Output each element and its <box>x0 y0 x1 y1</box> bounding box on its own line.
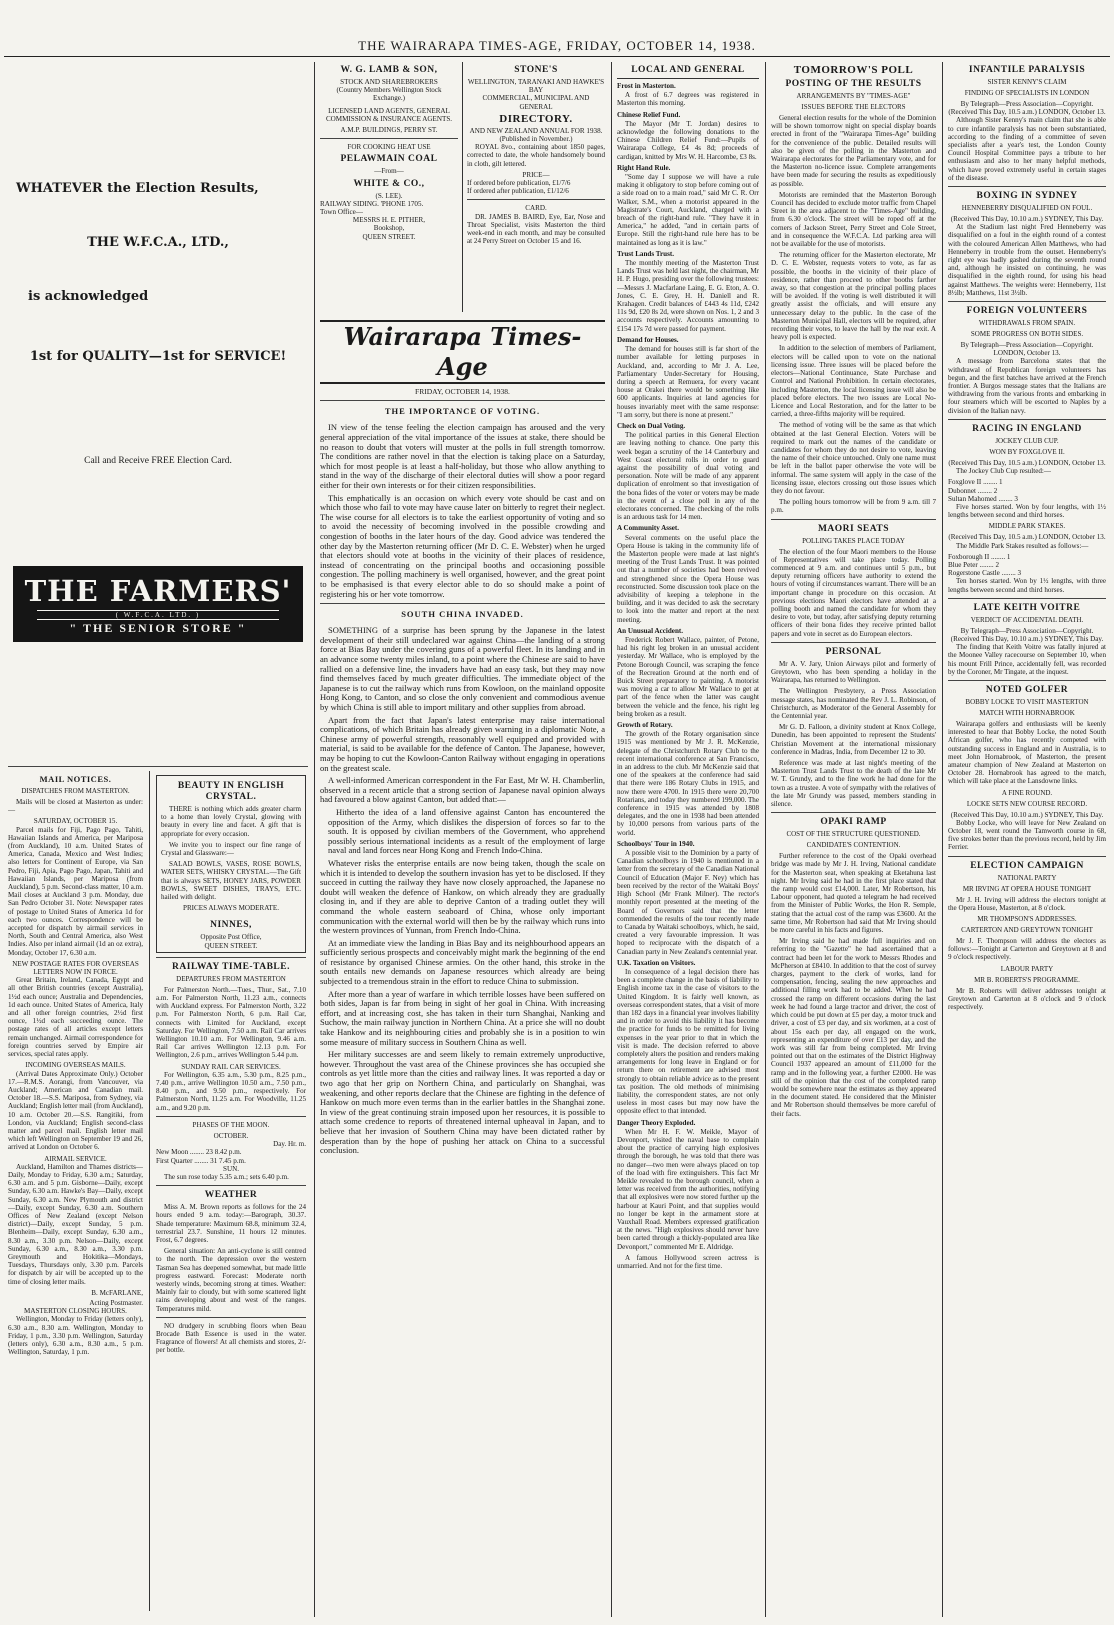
mail-date: SATURDAY, OCTOBER 15. <box>33 817 118 826</box>
coal-dealer: WHITE & CO., <box>353 178 425 189</box>
moon-row-2: First Quarter ........ 31 7.45 p.m. <box>156 1156 246 1165</box>
golf-para-1: Wairarapa golfers and enthusiasts will be keenly interested to hear that Bobby Locke, the noted South African golfer, who has recently competed with outstanding success in England and in Australia, is to meet John Hornabrook, of Masterton, the present amateur champion of New Zealand at Masterton on October 28. Hornabrook has agreed to the match, which will take place at the Lansdowne links. <box>948 719 1106 786</box>
moon-title: PHASES OF THE MOON. <box>192 1120 270 1129</box>
local-item-text: When Mr H. F. W. Meikle, Mayor of Devonport, visited the naval base to complain about the practice of carrying high explosives through the borough, he was told that there was no danger—two men were always placed on top of the load with fire extinguishers. This fact Mr Meikle revealed to the borough council, when a letter was received from the authorities, notifying that all explosives were now stored further up the harbour at Kauri Point, and that supplies would no longer be kept in the armament store at Vauxhall Road. Members expressed gratification at the news. "High explosives should never have been carted through a thickly-populated area like Devonport," commented Mr E. Aldridge. <box>617 1127 759 1251</box>
poll-para-4: In addition to the selection of members of Parliament, electors will be called upon to vote on the national licensing issue. Three issues will be placed before the electors—National Continuance, State Purchase and Control and National Prohibition. In certain electorates, including Masterton, the local licensing issue will also be placed before electors. The two issues are Local No-Licence and Local Restoration, and for the latter to be carried, a three-fifths majority will be required. <box>771 344 936 419</box>
racing-para-4: Ten horses started. Won by 1½ lengths, with three lengths between second and third horses. <box>948 577 1106 594</box>
beauty-ad <box>156 775 306 953</box>
poll-para-1: General election results for the whole of the Dominion will be shown tomorrow night on special display boards erected in front of the "Wairarapa Times-Age" building for the convenience of the public. Detailed results will also be given of the polling in the Masterton and Wairarapa electorates for the Parliamentary vote, and for the Masterton no-licence issue. Complete arrangements have been made for securing the results as expeditiously as possible. <box>771 114 936 188</box>
rail-para-2: For Wellington, 6.35 a.m., 5.30 p.m., 8.25 p.m., 7.40 p.m., arrive Wellington 10.50 a.m., 7.50 p.m., 8.40 p.m., and 9.50 p.m., respectively. For Palmerston North, 11.25 a.m. For Woodville, 11.25 a.m., and 9.20 p.m. <box>156 1070 306 1112</box>
stone-name: STONE'S <box>514 65 558 75</box>
mail-para-6: Wellington, Monday to Friday (letters only), 6.30 a.m., 8.30 a.m. Wellington, Monday to Friday, 1 p.m., 3.30 p.m. Wellington, Saturday (letters only), 6.30 a.m., 8.30 a.m., 5 p.m. Wellington, Saturday, 1 p.m. <box>8 1315 143 1357</box>
campaign-sub-5: LABOUR PARTY <box>1000 964 1054 973</box>
weather-para-2: General situation: An anti-cyclone is still centred to the north. The depression over the western Tasman Sea has deepened somewhat, but made little progress eastward. Forecast: Moderate north westerly winds, becoming strong at times. Weather: Mainly fair to cloudy, but with some scattered light rains developing about and west of the ranges. Temperatures mild. <box>156 1247 306 1313</box>
campaign-sub-1: NATIONAL PARTY <box>997 873 1057 882</box>
top-rule <box>4 56 1110 57</box>
foreign-para: A message from Barcelona states that the withdrawal of Republican foreign volunteers has begun, and the first batches have arrived at the French frontier. A Burgos message states that the Italians are withdrawing from the various fronts and embarking in four steamers which will be escorted to Naples by a division of the Italian navy. <box>948 357 1106 415</box>
mail-para-3: Great Britain, Ireland, Canada, Egypt and all other British countries (except Australia), 1½d each ounce; Australia and Dependencies, 1d each ounce. United States of America, Italy and all other foreign countries, 2½d first ounce, 1½d each succeeding ounce. The postage rates of all articles except letters remain unchanged. Airmail correspondence for foreign countries served by Empire air services, special rates apply. <box>8 976 143 1059</box>
poll-para-5: The method of voting will be the same as that which obtained at the last General Election. Voters will be required to mark out the names of the candidate or candidates for whom they do not desire to vote, leaving the name of their choice untouched. Only one name must be left in the ballot paper otherwise the vote will be informal. The same system will apply in the case of the licensing issue, electors crossing out those issues which they do not favour. <box>771 421 936 495</box>
racing-result-3: Sultan Mahomed ........ 3 <box>948 494 1018 503</box>
rail-title: RAILWAY TIME-TABLE. <box>172 961 290 972</box>
coal-town-office: Town Office— <box>320 208 363 217</box>
ninnes-address-1: Opposite Post Office, <box>200 933 262 942</box>
local-item-heading: Demand for Houses. <box>617 335 679 344</box>
column-2-3 <box>320 62 605 1617</box>
ninnes-name: NINNES, <box>210 920 252 931</box>
flag-date: FRIDAY, OCTOBER 14, 1938. <box>415 387 510 396</box>
local-item-heading: Growth of Rotary. <box>617 721 673 730</box>
golf-sub-1: BOBBY LOCKE TO VISIT MASTERTON <box>965 697 1089 706</box>
farmers-logo <box>13 566 303 642</box>
stone-line-3: COMMERCIAL, MUNICIPAL AND GENERAL <box>482 94 590 111</box>
personal-para-2: The Wellington Presbytery, a Press Association message states, has nominated the Rev J. L. Robinson, of Christchurch, as Moderator of the General Assembly for the Centennial year. <box>771 687 936 720</box>
china-title: SOUTH CHINA INVADED. <box>401 609 524 620</box>
mail-signature: B. McFARLANE, <box>91 1288 143 1297</box>
polio-sub-2: FINDING OF SPECIALISTS IN LONDON <box>964 89 1090 97</box>
local-item-text: Several comments on the useful place the Opera House is taking in the community life of the Masterton people were made at last night's meeting of the Trust Lands Trust. It was pointed out that a number of societies had been revived and strengthened since the Opera House was reconstructed. Some discussion took place on the advisibility of keeping a telephone in the building, and it was decided to ask the secretary to look into the matter and report at the next meeting. <box>617 533 759 624</box>
mail-title: MAIL NOTICES. <box>39 774 112 784</box>
poll-title-2: POSTING OF THE RESULTS <box>785 79 922 89</box>
col2-upper <box>320 62 458 241</box>
lamb-line-5: A.M.P. BUILDINGS, PERRY ST. <box>340 126 438 135</box>
lamb-line-2: STOCK AND SHAREBROKERS <box>340 78 438 86</box>
foreign-source: By Telegraph—Press Association—Copyright. LONDON, October 13. <box>960 341 1094 358</box>
maori-para: The election of the four Maori members to the House of Representatives will take place today. Polling commenced at 9 a.m. and continues until 5 p.m., but deputy returning officers have authority to extend the hours of voting if circumstances warrant. There will be an important change in procedure on this occasion. At previous elections Maori electors have attended at a polling booth and named the candidate for whom they desire to vote, but today, after satisfying deputy returning officers of their bona fides they receive printed ballot papers and vote in secret as do European electors. <box>771 547 936 638</box>
rail-para-1: For Palmerston North.—Tues., Thur., Sat., 7.10 a.m. For Palmerston North, 11.23 a.m., connects with Auckland express. For Palmerston North, 3.22 p.m. For Palmerston North, 6 p.m. Rail Car, connects with Limited for Auckland, except Saturday. For Wellington, 7.50 a.m. Rail Car arrives Wellington 10.10 a.m. For Wellington, 9.46 a.m. Rail Car arrives Wellington 12.13 p.m. For Wellington, 2.6 p.m., arrives Wellington 5.44 p.m. <box>156 985 306 1060</box>
mail-head-4: AIRMAIL SERVICE. <box>44 1154 107 1163</box>
newspaper-flag: Wairarapa Times-Age <box>320 320 605 384</box>
golf-sub-2: MATCH WITH HORNABROOK <box>979 708 1075 717</box>
china-para-4: Hitherto the idea of a land offensive against Canton has encountered the opposition of the Army, which dislikes the dispersion of forces so far to the south. It is opposed by civilian members of the Government, who apprehend possibly serious international incidents as a result of the employment of large naval and land forces near Hong Kong and French Indo-China. <box>328 806 605 856</box>
coal-line-5: (S. LEE). <box>375 191 403 200</box>
local-item-text: The Mayor (Mr T. Jordan) desires to acknowledge the following donations to the Chinese Children Relief Fund:—Pupils of Wairarapa College, £4 4s 8d; proceeds of cardigan, knitted by Mrs W. H. Harcombe, £3 8s. <box>617 119 759 161</box>
col3-upper <box>467 62 605 248</box>
local-item-heading: Chinese Relief Fund. <box>617 110 681 119</box>
racing-sub-2: WON BY FOXGLOVE II. <box>989 447 1065 456</box>
lamb-line-4: LICENSED LAND AGENTS, GENERAL COMMISSION & INSURANCE AGENTS. <box>325 106 453 123</box>
polio-sub-1: SISTER KENNY'S CLAIM <box>987 78 1067 86</box>
boxing-sub: HENNEBERRY DISQUALIFIED ON FOUL. <box>961 204 1093 213</box>
local-item-text: The growth of the Rotary organisation since 1915 was mentioned by Mr J. R. McKenzie, delegate of the Christchurch Rotary Club to the recent international conference at San Francisco, in an address to the club. Mr McKenzie said that one of the speakers at the conference had said that there were 186 Rotary Clubs in 1915, and now there were 4700. In 1915 there were 20,700 Rotarians, and today they numbered 199,000. The conference in 1915 was attended by 1808 delegates, and the one in 1938 had been attended by 10,000 persons from various parts of the world. <box>617 730 759 837</box>
keith-source: By Telegraph—Press Association—Copyright. (Received This Day, 10.10 a.m.) SYDNEY, This Day. <box>950 626 1104 643</box>
ad-line-1: WHATEVER the Election Results, <box>16 181 259 196</box>
keith-title: LATE KEITH VOITRE <box>973 602 1081 613</box>
stone-directory: DIRECTORY. <box>499 112 573 125</box>
racing-result-6: Rogerstone Castle ........ 3 <box>948 569 1022 578</box>
weather-para-1: Miss A. M. Brown reports as follows for the 24 hours ended 9 a.m. today:—Barograph, 30.37. Shade temperature: Maximum 68.8, minimum 32.4, terrestrial 23.7. Sunshine, 11 hours 12 minutes. Frost, 6.7 degrees. <box>156 1203 306 1244</box>
mail-para-5: Auckland, Hamilton and Thames districts—Daily, Monday to Friday, 6.30 a.m.; Saturday, 6.30 a.m. and 5 p.m. Gisborne—Daily, except Sunday, 6.30 a.m. Hawke's Bay—Daily, except Sunday, 6.30 a.m. New Plymouth and district—Daily, except Sunday, 6.30 a.m. Southern Offices of New Zealand (except Nelson district)—Daily, except Sunday, 5 p.m. Blenheim—Daily, except Sunday, 6.30 a.m., 8.30 a.m., 3.30 p.m. Nelson—Daily, except Sunday, 6.30 a.m., 8.30 a.m., 3.30 p.m. Greymouth and Hokitika—Mondays, Tuesdays, Thursdays only, 3.30 p.m. Parcels for dispatch by air will be accepted up to the time of closing letter mails. <box>8 1162 143 1286</box>
column-4 <box>617 62 759 1617</box>
polio-source: By Telegraph—Press Association—Copyright. (Received This Day, 10.5 a.m.) LONDON, October 13. <box>948 100 1106 117</box>
keith-para: The finding that Keith Voitre was fatally injured at the Moonee Valley racecourse on September 10, when his mount Frill Prince, accidentally fell, was recorded by the Coroner, Mr Tingate, at the inquest. <box>948 643 1106 676</box>
local-item-text: The monthly meeting of the Masterton Trust Lands Trust was held last night, the chairman, Mr H. P. Hugo, presiding over the following trustees:—Messrs J. Macfarlane Laing, E. G. Eton, A. O. Jones, C. E. Grey, H. H. Daniell and R. Krahagen. Credit balances of £443 4s 11d, £242 11s 9d, £20 8s 2d, were shown on Nos. 1, 2 and 3 accounts respectively. Accounts amounting to £154 17s 7d were passed for payment. <box>617 259 759 333</box>
ninnes-address-2: QUEEN STREET. <box>204 941 258 950</box>
racing-result-4: Foxborough II ........ 1 <box>948 552 1011 561</box>
opaki-sub-2: CANDIDATE'S CONTENTION. <box>806 841 901 850</box>
logo-name: THE FARMERS' <box>24 574 292 609</box>
stone-price: PRICE— <box>522 170 550 179</box>
voting-para-2: This emphatically is an occasion on which every vote should be cast and on which those who fail to vote may have cause later on bitterly to regret their neglect. The wise course for all electors is to take the earliest opportunity of voting and so to avoid the necessity of becoming involved in the possible crowding and congestion of booths in the later hours of the day. Good advice was tendered the other day by the Masterton returning officer (Mr D. C. E. Webster) when he urged that electors should vote at booths in the vicinity of their places of residence, instead of concentrating on the principal booths and occasioning possible congestion. The polling machinery is well organised, however, and the great point to be emphasised is that every elector able to do so should make a point of registering his or her vote tomorrow. <box>320 492 605 599</box>
racing-para-1: The Jockey Club Cup resulted:— <box>956 467 1051 476</box>
boxing-para: At the Stadium last night Fred Henneberry was disqualified on a foul in the eighth round of a contest with the coloured American Allen Matthews, who had Henneberry in trouble from the outset. Henneberry's right eye was badly gashed during the seventh round and, although he insisted on continuing, he was disqualified in the eighth round, for using his head against Matthews. The weights were: Henneberry, 11st 8½lb; Matthews, 11st 3½lb. <box>948 223 1106 297</box>
ad-line-3: is acknowledged <box>28 289 149 305</box>
golf-sub-4: LOCKE SETS NEW COURSE RECORD. <box>966 799 1088 808</box>
local-item-heading: Frost in Masterton. <box>617 82 676 90</box>
boxing-title: BOXING IN SYDNEY <box>976 191 1078 202</box>
running-head: THE WAIRARAPA TIMES-AGE, FRIDAY, OCTOBER 14, 1938. <box>358 38 756 53</box>
beauty-para-2: We invite you to inspect our fine range of Crystal and Glassware:— <box>161 840 301 858</box>
china-para-3: A well-informed American correspondent in the Far East, Mr W. H. Chamberlin, observed in a recent article that a strong section of Japanese naval opinion always had favoured a blow against Canton, but added that:— <box>320 775 605 805</box>
coal-line-3: —From— <box>374 167 404 176</box>
card-para: DR. JAMES B. BAIRD, Eye, Ear, Nose and Throat Specialist, visits Masterton the third week-end in each month, and may be consulted at 24 Perry Street on October 15 and 16. <box>467 212 605 246</box>
mail-para-1: Mails will be closed at Masterton as under:— <box>8 798 143 815</box>
china-para-2: Apart from the fact that Japan's latest enterprise may raise international complications, of which Britain has already given warning in a diplomatic Note, a Chinese army of powerful strength, reasonably well equipped and provided with material, is said to be available for the defence of Canton. The Japanese, however, may be hoping to cut the Kowloon-Canton Railway without engaging in operations on the greatest scale. <box>320 714 605 773</box>
rail-sub: DEPARTURES FROM MASTERTON <box>176 974 286 983</box>
local-item-heading: Schoolboys' Tour in 1940. <box>617 839 695 848</box>
local-item-text: A possible visit to the Dominion by a party of Canadian schoolboys in 1940 is mentioned in a letter from the secretary of the Canadian National Council of Education (Major F. Ney) which has been received by the rector of the Waitaki Boys' High School (Mr Frank Milner). The rector's monthly report presented at the meeting of the Board of Governors said that the letter commended the results of the tour recently made to Canada by Waitaki schoolboys, which, he said, created a very favourable impression. It was hoped to reciprocate with the dispatch of a Canadian party in New Zealand's centennial year. <box>617 849 759 956</box>
foreign-sub-1: WITHDRAWALS FROM SPAIN. <box>978 319 1076 328</box>
china-para-7: After more than a year of warfare in which terrible losses have been suffered on both sides, Japan is far from being in sight of her goal in China. With increasing effort, and at increasing cost, she has taken in their turn Shanghai, Nanking and Suchow, the main railway junction in Northern China. At a price she will no doubt take Hankow and its neighbouring cities and probably she is in a position to win some measure of military success in Southern China as well. <box>320 988 605 1047</box>
campaign-para-3: Mr B. Roberts will deliver addresses tonight at Greytown and Carterton at 8 o'clock and 9 o'clock respectively. <box>948 986 1106 1012</box>
golf-para-2: Bobby Locke, who will leave for New Zealand on October 18, went round the Tamworth course in 68, five strokes better than the previous record, held by Jim Ferrier. <box>948 818 1106 852</box>
china-para-1: SOMETHING of a surprise has been sprung by the Japanese in the latest development of their still undeclared war against China—the landing of a strong force at Bias Bay under the covering guns of a powerful fleet. In its landing and in an advance some twenty miles inland, to a point where the Chinese are said to have rallied on a defensive line, the invaders have had an easy task, but they may now find themselves faced by much greater difficulties. The immediate object of the Japanese is to cut the railway which runs from Kowloon, on the mainland opposite Hong Kong, to Canton, and so close the only convenient and commodious avenue by which China is still able to import military and other supplies from abroad. <box>320 625 605 713</box>
campaign-para-2: Mr J. F. Thompson will address the electors as follows:—Tonight at Carterton and Greytown at 8 and 9 o'clock respectively. <box>948 937 1106 962</box>
weather-title: WEATHER <box>204 1190 258 1201</box>
voting-para-1: IN view of the tense feeling the election campaign has aroused and the very general appreciation of the vital importance of the issues at stake, there should be no reason to doubt that voters will muster at the polls in full strength tomorrow. The conditions are rather novel in that the election is taking place on a Saturday, which for most people is at least a half-holiday, but those who allow anything to stand in the way of the discharge of their electoral duties will show a poor regard either for their own interests or for their citizen responsibilities. <box>320 422 605 490</box>
voting-title: THE IMPORTANCE OF VOTING. <box>384 406 541 417</box>
coal-name: PELAWMAIN COAL <box>340 154 438 165</box>
ad-line-4: 1st for QUALITY—1st for SERVICE! <box>29 348 287 364</box>
stone-line-5: AND NEW ZEALAND ANNUAL FOR 1938. <box>469 126 603 135</box>
racing-title: RACING IN ENGLAND <box>972 423 1082 434</box>
coal-pither: MESSRS H. E. PITHER, <box>352 216 426 225</box>
coal-street: QUEEN STREET. <box>362 232 416 241</box>
col2-lower <box>156 771 306 1358</box>
card-heading: CARD. <box>525 204 547 213</box>
mail-notices <box>8 771 143 1359</box>
stone-line-2: WELLINGTON, TARANAKI AND HAWKE'S BAY <box>467 78 605 95</box>
opaki-para-1: Further reference to the cost of the Opaki overhead bridge was made by Mr J. H. Irving, National candidate for the Masterton seat, when speaking at Eketahuna last night. Mr Irving said he had in the first place stated that the ramp would cost £14,000. Later, Mr Robertson, his Labour opponent, had quoted a telegram he had received from the Minister of Public Works, the Hon R. Semple, stating that the actual cost of the ramp was £3600. At the same time, Mr Robertson had said that Mr Irving should be more careful in his facts and figures. <box>771 852 936 935</box>
poll-para-3: The returning officer for the Masterton electorate, Mr D. C. E. Webster, requests voters to vote, as far as possible, the booths in the vicinity of their place of residence, rather than proceed to other booths farther away, so that congestion at the principal polling places will be avoided. If the voting is well distributed it will greatly assist the officials, and will ensure any unnecessary delay to the public. In the case of the Masterton Municipal Hall, electors will be required, after recording their votes, to leave the hall by the rear exit. A heavy poll is expected. <box>771 251 936 342</box>
mail-head-3: INCOMING OVERSEAS MAILS. <box>25 1061 126 1070</box>
polio-title: INFANTILE PARALYSIS <box>968 65 1086 75</box>
local-item-heading: Right Hand Rule. <box>617 163 671 172</box>
golf-source: (Received This Day, 10.10 a.m.) SYDNEY, This Day. <box>950 810 1104 819</box>
opaki-sub-1: COST OF THE STRUCTURE QUESTIONED. <box>786 830 921 839</box>
racing-source: (Received This Day, 10.5 a.m.) LONDON, October 13. <box>948 458 1106 467</box>
racing-result-2: Dubonnet ........ 2 <box>948 486 998 495</box>
coal-bookshop: Bookshop, <box>373 224 405 233</box>
beauty-prices: PRICES ALWAYS MODERATE. <box>183 904 279 913</box>
column-1 <box>8 62 308 1617</box>
racing-sub-3: MIDDLE PARK STAKES. <box>988 522 1066 531</box>
local-item-heading: Trust Lands Trust. <box>617 249 674 258</box>
ad-line-2: THE W.F.C.A., LTD., <box>87 235 229 251</box>
stone-para: ROYAL 8vo., containing about 1850 pages, corrected to date, the whole handsomely bound in cloth, gilt lettered. <box>467 143 605 168</box>
local-item-heading: Check on Dual Voting. <box>617 421 686 430</box>
lamb-name: W. G. LAMB & SON, <box>340 65 438 75</box>
mail-head-5: MASTERTON CLOSING HOURS. <box>24 1307 127 1316</box>
moon-month: OCTOBER. <box>213 1131 249 1140</box>
personal-para-3: Mr G. D. Falloon, a divinity student at Knox College, Dunedin, has been appointed to represent the Students' Christian Movement at the international missionary conference in Madras, India, from December 12 to 30. <box>771 723 936 756</box>
local-item-text: In consequence of a legal decision there has been a complete change in the basis of liability to English income tax in the case of visitors to the United Kingdom. It is fairly well known, as overseas correspondent states, that a visit of more than 182 days in a financial year involves liability and in order to avoid this liability it has become the practice for funds to be remitted for living expenses in the year prior to that in which the visit is made. The decision referred to above completely alters the position and renders making arrangements for long leave in England or for return there on retirement are advised most strongly to obtain reliable advice as to the present tax position. The old methods of minimising liability, the correspondent states, are not only useless in most cases but may now have the opposite effect to that intended. <box>617 967 759 1116</box>
local-item-text: A famous Hollywood screen actress is unmarried. And not for the first time. <box>617 1253 759 1271</box>
wfca-advertisement <box>8 62 308 762</box>
poll-para-6: The polling hours tomorrow will be from 9 a.m. till 7 p.m. <box>771 498 936 515</box>
foreign-title: FOREIGN VOLUNTEERS <box>966 306 1088 317</box>
campaign-sub-3: MR THOMPSON'S ADDRESSES. <box>977 915 1077 923</box>
racing-result-1: Foxglove II ........ 1 <box>948 478 1003 487</box>
rail-head-2: SUNDAY RAIL CAR SERVICES. <box>181 1062 281 1071</box>
opaki-title: OPAKI RAMP <box>820 817 887 828</box>
coal-line-1: FOR COOKING HEAT USE <box>347 143 431 152</box>
ad-line-5: Call and Receive FREE Election Card. <box>84 455 232 466</box>
column-6 <box>948 62 1106 1617</box>
racing-sub-1: JOCKEY CLUB CUP. <box>995 436 1059 445</box>
golf-sub-3: A FINE ROUND. <box>1001 788 1053 797</box>
logo-slogan: " THE SENIOR STORE " <box>69 621 247 636</box>
polio-para: Although Sister Kenny's main claim that she is able to cure infantile paralysis has not been substantiated, according to the finding of a committee of seven specialists after a year's test, the London County Council Hospital Committee pays a tribute to her enthusiasm and also to her many helpful methods, which have proved extremely useful in certain stages of the disease. <box>948 116 1106 182</box>
poll-title: TOMORROW'S POLL <box>793 64 914 76</box>
china-para-8: Her military successes are and seem likely to remain extremely unproductive, however. Throughout the vast area of the Chinese provinces she has occupied she controls as yet little more than the cities and railway lines. It was reported a day or two ago that her grip on Northern China, and particularly on Shanghai, was weakening, and other reports declare that the Chinese are fighting in the defence of Hankow on much more even terms than in the earlier battles in the Shanghai zone. In view of the great continuing strain imposed upon her resources, it is possible to attach some credence to reports of threatened internal upheaval in Japan, and to believe that her invasion of Southern China may have been dictated rather by desperation than by the hope of pushing her attack on China to a successful conclusion. <box>320 1049 605 1156</box>
local-item-text: A frost of 6.7 degrees was registered in Masterton this morning. <box>617 91 759 108</box>
mail-para-4: (Arrival Dates Approximate Only.) October 17.—R.M.S. Aorangi, from Vancouver, via Auckland; American and Canadian mail. October 18.—S.S. Mariposa, from Sydney, via Auckland; English letter mail (from Auckland), 10 a.m. October 20.—S.S. Rangitiki, from London, via Auckland; English second-class matter and parcel mail. English letter mail which left Wellington on September 19 and 26, arrived at London on October 6. <box>8 1069 143 1152</box>
campaign-sub-2: MR IRVING AT OPERA HOUSE TONIGHT <box>962 884 1092 893</box>
stone-line-6: (Published in November.) <box>499 135 573 144</box>
foreign-sub-2: SOME PROGRESS ON BOTH SIDES. <box>970 330 1084 339</box>
boxing-source: (Received This Day, 10.10 a.m.) SYDNEY, This Day. <box>950 215 1104 224</box>
mail-para-2: Parcel mails for Fiji, Pago Pago, Tahiti, Hawaiian Islands and America, per Mariposa (from Auckland), 10 a.m. United States of America, Canada, Mexico and West Indies; also letters for Continent of Europe, via San Pedro, Fiji, Apia, Pago Pago, Japan, Tahiti and Hawaiian Islands, per Mariposa (from Auckland), 5 p.m. Second-class matter, 10 a.m. Mail closes at Auckland 3 p.m. Monday, due San Pedro October 31. Note: Newspaper rates of postage to United States of America 1d for each two ounces. Correspondence will be accepted for dispatch by airmail services in North, South and Central America, also West Indies. Also per inland airmail (1d an oz extra), Monday, October 17, 6.30 a.m. <box>8 825 143 957</box>
china-article <box>320 626 605 1155</box>
local-general-title: LOCAL AND GENERAL <box>617 65 759 79</box>
moon-row-1: New Moon ........ 23 8.42 p.m. <box>156 1148 242 1157</box>
mail-sub: DISPATCHES FROM MASTERTON. <box>21 787 130 795</box>
local-item-text: The political parties in this General Election are leaving nothing to chance. One party this week began a scrutiny of the 14 Canterbury and West Coast electoral rolls in order to guard against the possibility of dual voting and personation. Note will be made of any apparent duplication of enrolment so that investigation of the bona fides of the voter or voters may be made in the event of a close poll in any of the electorates concerned. The checking of the rolls is an arduous task for 14 men. <box>617 431 759 522</box>
racing-para-2: Five horses started. Won by four lengths, with 1½ lengths between second and third horses. <box>948 502 1106 520</box>
local-general-items <box>617 82 759 1270</box>
golf-title: NOTED GOLFER <box>985 684 1069 695</box>
china-para-5: Whatever risks the enterprise entails are now being taken, though the scale on which it is intended to develop the southern invasion has yet to be disclosed. If they succeed in cutting the railway they have now closely approached, the Japanese no doubt will weaken the defence of Hankow, on which already they are gradually closing in, and if they are able to deprive Canton of a trading outlet they will command the whole eastern seaboard of China, whose only important communication with the external world will then be by the railway which runs into the western provinces of Yunnan, from French Indo-China. <box>320 857 605 936</box>
sun-heading: SUN. <box>223 1164 239 1173</box>
stone-price-before: If ordered before publication, £1/7/6 <box>467 179 571 188</box>
local-item-heading: Danger Theory Exploded. <box>617 1118 696 1127</box>
opaki-para-2: Mr Irving said he had made full inquiries and on referring to the "Gazette" he had ascertained that a contract had been let for the work to Messrs Rhodes and McPherson at £8410. In addition to that the cost of survey charges, payment to the clerk of works, land for compensation, fencing, sealing the new approaches and additional filling work had to be added. When he had crossed the ramp on different occasions during the last week he had found a large tractor and driver, the cost of which could be put down at £5 per day, a motor truck and driver, a cost of £3 per day, and six workmen, at a cost of about 15s each per day, all engaged on the work, representing an expenditure of over £13 per day, and the work was still far from being completed. Mr Irving pointed out that on the estimates of the District Highway Council 1937 appeared an amount of £11,000 for the ramp and in the following year, a further £2000. He was still of the opinion that the cost of the completed ramp would be somewhere near the estimates as they appeared in the document stated. He considered that the Minister and Mr Robertson should themselves be more careful of their facts. <box>771 937 936 1118</box>
maori-title: MAORI SEATS <box>817 523 890 534</box>
maori-sub: POLLING TAKES PLACE TODAY <box>802 536 905 545</box>
stone-price-after: If ordered after publication, £1/12/6 <box>467 187 569 196</box>
lamb-line-3: (Country Members Wellington Stock Exchange.) <box>336 86 442 103</box>
sun-para: The sun rose today 5.35 a.m.; sets 6.40 p.m. <box>164 1172 289 1181</box>
racing-result-5: Blue Peter ........ 2 <box>948 560 1000 569</box>
local-item-text: Frederick Robert Wallace, painter, of Petone, had his right leg broken in an unusual accident yesterday. Mr Wallace, who is employed by the Petone Borough Council, was scraping the fence of the Recreation Ground at the north end of Buick Street preparatory to painting. A motorist was moving a car to allow Mr Wallace to get at part of the fence when the latter was caught between the vehicle and the fence, his right leg being broken as a result. <box>617 636 759 718</box>
campaign-sub-4: CARTERTON AND GREYTOWN TONIGHT <box>961 926 1093 934</box>
moon-header: Day. Hr. m. <box>273 1140 306 1149</box>
personal-para-4: Reference was made at last night's meeting of the Masterton Trust Lands Trust to the death of the late Mr W. T. Grundy, and to the fine work he had done for the town as a trustee. A vote of sympathy with the relatives of the late Mr Grundy was passed, members standing in silence. <box>771 759 936 809</box>
local-item-heading: A Community Asset. <box>617 524 680 533</box>
campaign-sub-6: MR B. ROBERTS'S PROGRAMME. <box>974 975 1080 984</box>
campaign-title: ELECTION CAMPAIGN <box>970 860 1084 871</box>
voting-article <box>320 423 605 599</box>
beauty-para-3: SALAD BOWLS, VASES, ROSE BOWLS, WATER SETS, WHISKY CRYSTAL.—The Gift that is always SETS, HONEY JARS, POWDER BOWLS, SWEET DISHES, TRAYS, ETC. hailed with delight. <box>161 860 301 902</box>
beauty-para-1: THERE is nothing which adds greater charm to a home than lovely Crystal, glowing with beauty in every line and facet. A gift that is appropriate for every occasion. <box>161 805 301 838</box>
column-5 <box>771 62 936 1617</box>
china-para-6: At an immediate view the landing in Bias Bay and its neighbourhood appears an sufficiently serious prospects and conceivably might mark the beginning of the end of resistance by organised Chinese armies. On the other hand, this stroke in the south entails new demands on Japanese resources which already are being subjected to a tremendous strain in the effort to reduce China to submission. <box>320 937 605 987</box>
local-item-heading: An Unusual Accident. <box>617 626 684 635</box>
keith-sub: VERDICT OF ACCIDENTAL DEATH. <box>970 615 1084 624</box>
local-item-text: "Some day I suppose we will have a rule making it obligatory to stop before coming out of a side road on to a main road," said Mr C. R. Orr Walker, S.M., when a motorist appeared in the Magistrate's Court, Auckland, charged with a breach of the right-hand rule. "They have it in America," he added, "and in certain parts of Europe. Still the right-hand rule here has to be maintained as long as it is law." <box>617 173 759 247</box>
mail-signature-title: Acting Postmaster. <box>89 1298 143 1307</box>
poll-sub-1: ARRANGEMENTS BY "TIMES-AGE" <box>796 92 911 100</box>
personal-para-1: Mr A. V. Jary, Union Airways pilot and formerly of Greytown, who has been spending a holiday in the Wairarapa, has returned to Wellington. <box>771 659 936 685</box>
mail-head-2: NEW POSTAGE RATES FOR OVERSEAS LETTERS NOW IN FORCE. <box>12 959 139 977</box>
coal-phone: RAILWAY SIDING. 'PHONE 1705. <box>320 199 424 208</box>
racing-source-2: (Received This Day, 10.5 a.m.) LONDON, October 13. <box>948 533 1106 542</box>
beauty-title: BEAUTY IN ENGLISH CRYSTAL. <box>177 781 285 802</box>
logo-line: ( W.F.C.A. LTD. ) <box>37 610 279 620</box>
local-item-text: The demand for houses still is far short of the number available for letting purposes in Auckland, and, according to Mr J. A. Lee, Parliamentary Under-Secretary for Housing, during a speech at Remuera, for every vacant house at Orakei there would be something like 600 applicants. Inquiries at land agencies for houses invariably meet with the same response: "I am sorry, but there is none at present." <box>617 345 759 419</box>
poll-para-2: Motorists are reminded that the Masterton Borough Council has decided to exclude motor traffic from Chapel Street in the area adjacent to the "Times-Age" building, from 6.30 o'clock. The street will be roped off at the corners of Jackson Street, Perry Street and Cole Street, and in consequence the W.F.C.A. Ltd parking area will not be available for the use of motorists. <box>771 190 936 249</box>
beau-brocade-ad: NO drudgery in scrubbing floors when Beau Brocade Bath Essence is used in the water. Fragrance of flowers! At all chemists and stores, 2/- per bottle. <box>156 1321 306 1355</box>
poll-sub-2: ISSUES BEFORE THE ELECTORS <box>801 103 906 111</box>
campaign-para-1: Mr J. H. Irving will address the electors tonight at the Opera House, Masterton, at 8 o'clock. <box>948 895 1106 912</box>
local-item-heading: U.K. Taxation on Visitors. <box>617 958 696 967</box>
racing-para-3: The Middle Park Stakes resulted as follows:— <box>956 541 1089 550</box>
personal-title: PERSONAL <box>825 646 882 657</box>
